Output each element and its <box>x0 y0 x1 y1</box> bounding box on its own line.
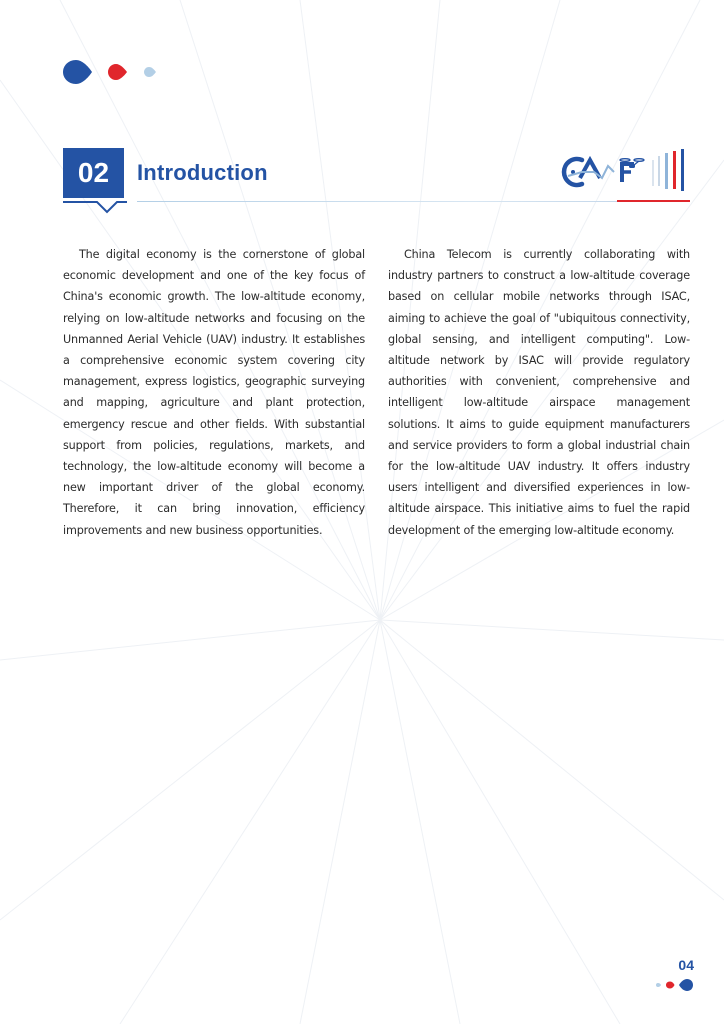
caaf-drone-logo-icon <box>560 148 692 196</box>
right-column <box>388 244 690 541</box>
title-divider-accent <box>617 200 690 202</box>
intro-paragraph-left: The digital economy is the cornerstone of global economic development and one of the key focus of China's economic growth. The low-altitude economy, relying on low-altitude networks and focusing on the Unmanned Aerial Vehicle (UAV) industry. It establishes a comprehensive economic system covering city management, express logistics, geographic surveying and mapping, agriculture and plant protection, emergency rescue and other fields. With substantial support from policies, regulations, markets, and technology, the low-altitude economy will become a new important driver of the global economy. Therefore, it can bring innovation, efficiency improvements and new business opportunities. <box>63 248 365 537</box>
badge-tail-decoration <box>63 195 127 215</box>
section-number-badge: 02 <box>63 148 124 198</box>
intro-paragraph-right: China Telecom is currently collaborating with industry partners to construct a low-altitude coverage based on cellular mobile networks through ISAC, aiming to achieve the goal of "ubiquitous connectivity, global sensing, and intelligent computing". Low-altitude network by ISAC will provide regulatory authorities with convenient, comprehensive and intelligent low-altitude airspace management solutions. It aims to guide equipment manufacturers and service providers to form a global industrial chain for the low-altitude UAV industry. It offers industry users intelligent and diversified experiences in low-altitude airspace. This initiative aims to fuel the rapid development of the emerging low-altitude economy. <box>388 248 690 537</box>
left-column <box>63 244 365 541</box>
dots-decoration-icon <box>62 58 172 86</box>
page-number: 04 <box>678 957 694 973</box>
dots-decoration-icon <box>654 978 694 992</box>
section-title: Introduction <box>137 160 268 185</box>
title-divider <box>137 201 617 202</box>
